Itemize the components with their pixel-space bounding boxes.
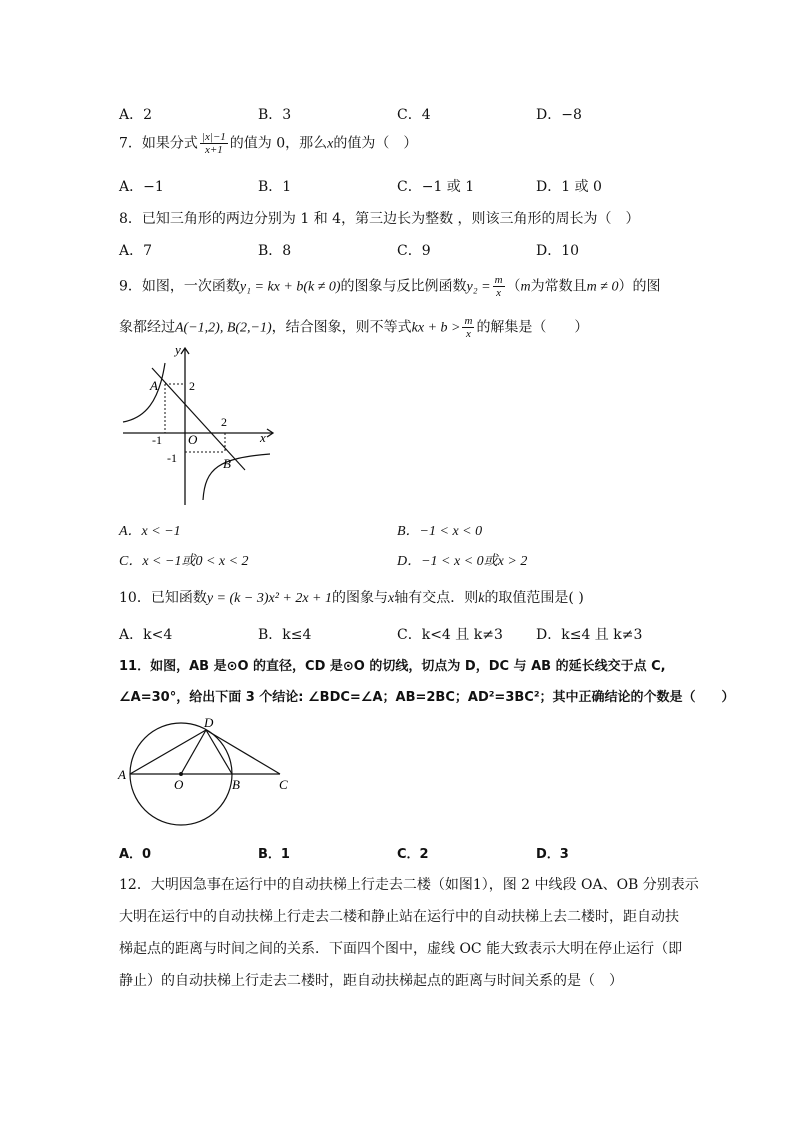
q9-line2c: 的解集是（ ） bbox=[476, 319, 589, 336]
q7-option-d: D．1 或 0 bbox=[536, 179, 602, 195]
q9-ineq-num: m bbox=[464, 315, 473, 327]
q9-label-y: y bbox=[175, 342, 181, 357]
q7-prefix: 7．如果分式 bbox=[119, 135, 198, 152]
q12-line1: 12．大明因急事在运行中的自动扶梯上行走去二楼（如图1），图 2 中线段 OA、OB 分别表示 bbox=[119, 877, 699, 893]
q10-function: y = (k − 3)x² + 2x + 1 bbox=[206, 591, 332, 606]
q9-inverse-function: y₂ = bbox=[466, 279, 491, 295]
q9-option-b: B．−1 < x < 0 bbox=[397, 524, 483, 539]
q8-stem: 8．已知三角形的两边分别为 1 和 4，第三边长为整数 ，则该三角形的周长为（ ） bbox=[119, 211, 640, 227]
q11-label-a: A bbox=[118, 767, 126, 782]
q11-option-a: A．0 bbox=[119, 847, 152, 862]
q9-graph bbox=[115, 340, 285, 510]
q9-option-d: D．−1 < x < 0或x > 2 bbox=[397, 554, 528, 569]
q8-option-a: A．7 bbox=[119, 243, 153, 259]
q9-label-a: A bbox=[150, 378, 158, 393]
q9-part1: 9．如图，一次函数 bbox=[119, 278, 240, 295]
q9-part4: 为常数且 bbox=[530, 278, 587, 295]
q9-m: m bbox=[520, 279, 531, 295]
q6-option-d: D．−8 bbox=[536, 107, 582, 123]
q9-part2: 的图象与反比例函数 bbox=[340, 278, 467, 295]
q9-label-b: B bbox=[223, 456, 231, 471]
q9-label-2y: 2 bbox=[189, 379, 195, 393]
q11-label-c: C bbox=[279, 777, 288, 792]
q10-x: x bbox=[388, 591, 395, 606]
q11-option-c: C．2 bbox=[397, 847, 429, 862]
q6-option-a: A．2 bbox=[119, 107, 153, 123]
q11-stem-line1: 11．如图，AB 是⊙O 的直径，CD 是⊙O 的切线，切点为 D，DC 与 AB 的延长线交于点 C, bbox=[119, 659, 666, 674]
q9-label-2x: 2 bbox=[221, 415, 227, 429]
q11-stem-line2: ∠A=30°，给出下面 3 个结论: ∠BDC=∠A；AB=2BC；AD²=3BC²；其中正确结论的个数是（ ） bbox=[119, 690, 735, 705]
q10-option-a: A．k<4 bbox=[119, 627, 173, 643]
q9-linear-function: y₁ = kx + b(k ≠ 0) bbox=[239, 279, 341, 295]
q9-hyperbola-left bbox=[123, 363, 165, 422]
q11-option-b: B．1 bbox=[258, 847, 290, 862]
q9-inequality: kx + b > bbox=[411, 320, 461, 336]
q9-points: A(−1,2), B(2,−1) bbox=[175, 320, 272, 336]
q9-part3: （ bbox=[506, 278, 521, 295]
q12-line2: 大明在运行中的自动扶梯上行走去二楼和静止站在运行中的自动扶梯上去二楼时，距自动扶 bbox=[119, 909, 679, 925]
q6-option-b: B．3 bbox=[258, 107, 292, 123]
q10-stem bbox=[119, 587, 584, 607]
q10-part2: 的图象与 bbox=[332, 590, 388, 606]
q9-line2b: ，结合图象，则不等式 bbox=[271, 319, 412, 336]
q11-label-o: O bbox=[174, 777, 184, 792]
q10-k: k bbox=[478, 591, 485, 606]
q7-stem bbox=[119, 131, 417, 156]
q10-part3: 轴有交点．则 bbox=[394, 590, 479, 606]
q9-inverse-num: m bbox=[494, 274, 503, 286]
q7-option-b: B．1 bbox=[258, 179, 292, 195]
q7-fraction bbox=[200, 131, 228, 156]
q8-option-b: B．8 bbox=[258, 243, 292, 259]
q9-label-neg1y: -1 bbox=[167, 451, 177, 465]
q11-line-db bbox=[206, 730, 232, 774]
q11-label-d: D bbox=[204, 715, 214, 730]
q8-option-c: C．9 bbox=[397, 243, 431, 259]
q9-part5: ）的图 bbox=[618, 278, 661, 295]
q9-line2a: 象都经过 bbox=[119, 319, 175, 336]
q11-option-d: D．3 bbox=[536, 847, 569, 862]
q9-label-neg1x: -1 bbox=[152, 433, 162, 447]
q7-suffix2: 的值为（ ） bbox=[333, 135, 418, 152]
q10-part4: 的取值范围是( ) bbox=[484, 590, 584, 606]
q11-figure bbox=[115, 712, 295, 830]
q9-stem-line1 bbox=[119, 274, 660, 299]
q9-ineq-fraction bbox=[462, 315, 474, 340]
q11-center-dot bbox=[179, 772, 183, 776]
q9-linear-graph bbox=[152, 368, 245, 470]
q7-numerator: |x|−1 bbox=[201, 131, 226, 143]
q8-option-d: D．10 bbox=[536, 243, 580, 259]
q9-ineq-den: x bbox=[466, 328, 471, 340]
q9-stem-line2 bbox=[119, 315, 588, 340]
q7-denominator: x+1 bbox=[204, 144, 223, 156]
q10-part1: 10．已知函数 bbox=[119, 590, 207, 606]
q10-option-b: B．k≤4 bbox=[258, 627, 312, 643]
q9-inverse-fraction bbox=[493, 274, 505, 299]
q7-option-a: A．−1 bbox=[119, 179, 164, 195]
q9-label-o: O bbox=[188, 432, 198, 447]
q12-line3: 梯起点的距离与时间之间的关系．下面四个图中，虚线 OC 能大致表示大明在停止运行（即 bbox=[119, 941, 683, 957]
q6-option-c: C．4 bbox=[397, 107, 431, 123]
q7-suffix1: 的值为 0，那么 bbox=[229, 135, 328, 152]
q10-option-d: D．k≤4 且 k≠3 bbox=[536, 627, 643, 643]
q12-line4: 静止）的自动扶梯上行走去二楼时，距自动扶梯起点的距离与时间关系的是（ ） bbox=[119, 973, 623, 989]
q7-option-c: C．−1 或 1 bbox=[397, 179, 475, 195]
q10-option-c: C．k<4 且 k≠3 bbox=[397, 627, 503, 643]
q9-m-condition: m ≠ 0 bbox=[586, 279, 619, 295]
q11-line-ad bbox=[130, 730, 206, 774]
q11-label-b: B bbox=[232, 777, 240, 792]
q9-option-a: A．x < −1 bbox=[119, 524, 181, 539]
q11-line-dc bbox=[206, 730, 280, 774]
q9-option-c: C．x < −1或0 < x < 2 bbox=[119, 554, 249, 569]
q9-inverse-den: x bbox=[496, 287, 501, 299]
q7-var: x bbox=[327, 136, 334, 152]
q9-label-x: x bbox=[260, 430, 266, 445]
